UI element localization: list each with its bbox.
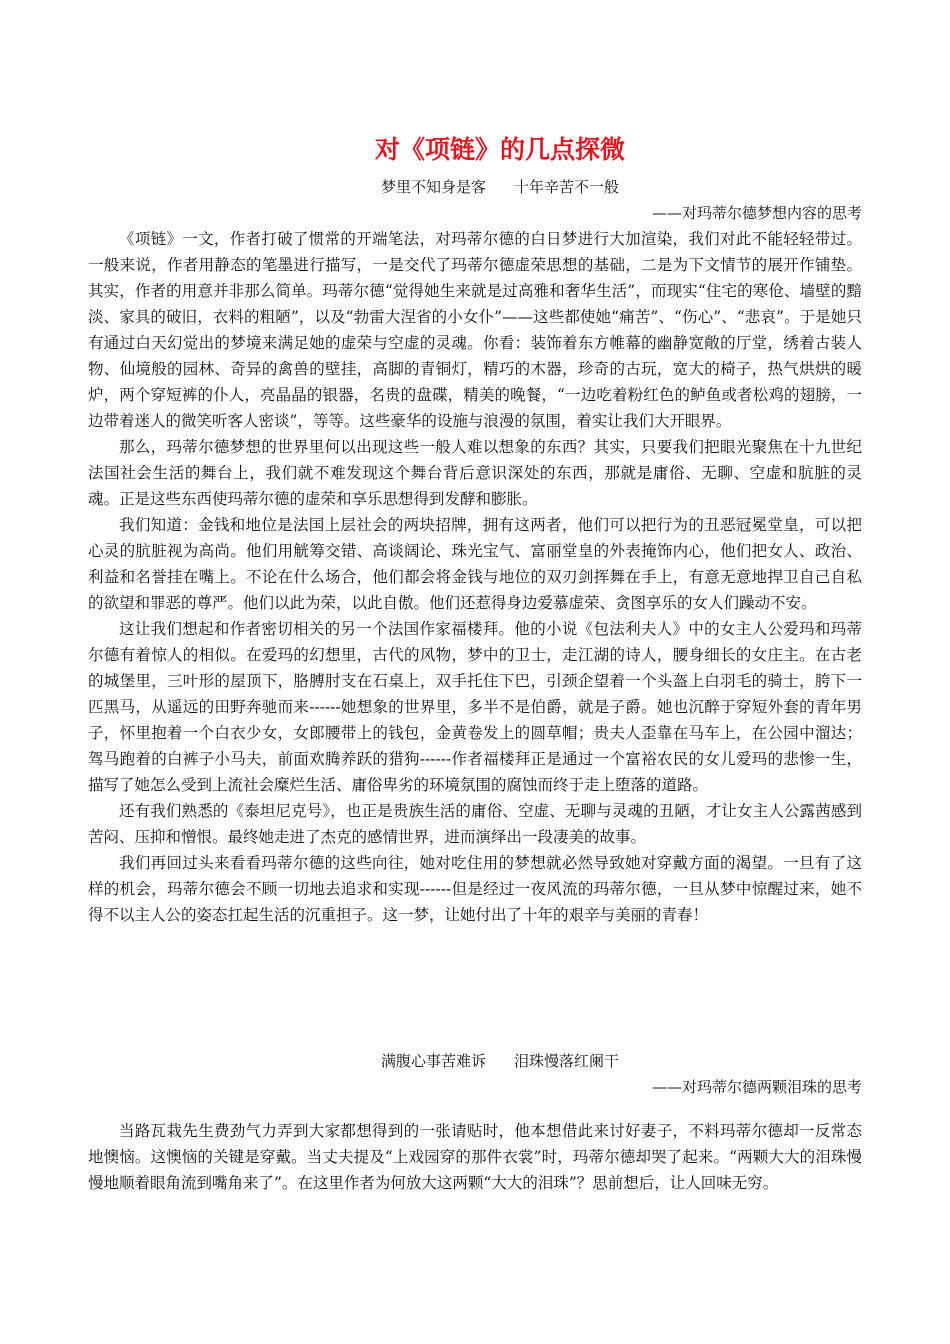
section1-body	[88, 226, 862, 928]
section2-heading-second: 泪珠慢落红阑干	[514, 1052, 620, 1070]
section1-paragraph-2: 那么，玛蒂尔德梦想的世界里何以出现这些一般人难以想象的东西？其实，只要我们把眼光聚焦在十九世纪法国社会生活的舞台上，我们就不难发现这个舞台背后意识深处的东西，那就是庸俗、无聊、空虚和肮脏的灵魂。正是这些东西使玛蒂尔德的虚荣和享乐思想得到发酵和膨胀。	[88, 438, 862, 508]
section1-paragraph-1: 《项链》一文，作者打破了惯常的开端笔法，对玛蒂尔德的白日梦进行大加渲染，我们对此不能轻轻带过。一般来说，作者用静态的笔墨进行描写，一是交代了玛蒂尔德虚荣思想的基础，二是为下文情节的展开作铺垫。其实，作者的用意并非那么简单。玛蒂尔德“觉得她生来就是过高雅和奢华生活”，而现实“住宅的寒伧、墙壁的黯淡、家具的破旧，衣料的粗陋”，以及“勃雷大涅省的小女仆”——这些都使她“痛苦”、“伤心”、“悲哀”。于是她只有通过白天幻觉出的梦境来满足她的虚荣与空虚的灵魂。你看：装饰着东方帷幕的幽静宽敞的厅堂，绣着古装人物、仙境般的园林、奇异的禽兽的壁挂，高脚的青铜灯，精巧的木器，珍奇的古玩，宽大的椅子，热气烘烘的暖炉，两个穿短裤的仆人，亮晶晶的银器，名贵的盘碟，精美的晚餐，“一边吃着粉红色的鲈鱼或者松鸡的翅膀，一边带着迷人的微笑听客人密谈”，等等。这些豪华的设施与浪漫的氛围，着实让我们大开眼界。	[88, 230, 862, 430]
article-title: 对《项链》的几点探微	[374, 135, 625, 164]
section1-paragraph-3: 我们知道：金钱和地位是法国上层社会的两块招牌，拥有这两者，他们可以把行为的丑恶冠冕堂皇，可以把心灵的肮脏视为高尚。他们用觥筹交错、高谈阔论、珠光宝气、富丽堂皇的外表掩饰内心，他们把女人、政治、利益和名誉挂在嘴上。不论在什么场合，他们都会将金钱与地位的双刃剑挥舞在手上，有意无意地捍卫自己自私的欲望和罪恶的尊严。他们以此为荣，以此自傲。他们还惹得身边爱慕虚荣、贪图享乐的女人们躁动不安。	[88, 516, 862, 612]
section2-byline: ——对玛蒂尔德两颗泪珠的思考	[651, 1078, 862, 1096]
section2-heading-first: 满腹心事苦难诉	[380, 1052, 486, 1070]
section1-heading-first: 梦里不知身是客	[380, 178, 486, 196]
section2-heading	[0, 1050, 950, 1071]
section2-paragraph-1: 当路瓦栽先生费劲气力弄到大家都想得到的一张请贴时，他本想借此来讨好妻子，不料玛蒂尔德却一反常态地懊恼。这懊恼的关键是穿戴。当丈夫提及“上戏园穿的那件衣裳”时，玛蒂尔德却哭了起来。“两颗大大的泪珠慢慢地顺着眼角流到嘴角来了”。在这里作者为何放大这两颗“大大的泪珠”？思前想后，让人回味无穷。	[88, 1122, 862, 1192]
section1-heading-second: 十年辛苦不一般	[514, 178, 620, 196]
section1-paragraph-4: 这让我们想起和作者密切相关的另一个法国作家福楼拜。他的小说《包法利夫人》中的女主人公爱玛和玛蒂尔德有着惊人的相似。在爱玛的幻想里，古代的风物，梦中的卫士，走江湖的诗人，腰身细长的女庄主。在古老的城堡里，三叶形的屋顶下，胳膊肘支在石桌上，双手托住下巴，引颈企望着一个头盔上白羽毛的骑士，胯下一匹黑马，从遥远的田野奔驰而来------她想象的世界里，多半不是伯爵，就是子爵。她也沉醉于穿短外套的青年男子，怀里抱着一个白衣少女，女郎腰带上的钱包，金黄卷发上的圆草帽；贵夫人歪靠在马车上，在公园中溜达；驾马跑着的白裤子小马夫，前面欢腾养跃的猎狗------作者福楼拜正是通过一个富裕农民的女儿爱玛的悲惨一生，描写了她怎么受到上流社会糜烂生活、庸俗卑劣的环境氛围的腐蚀而终于走上堕落的道路。	[88, 620, 862, 794]
section1-paragraph-6: 我们再回过头来看看玛蒂尔德的这些向往，她对吃住用的梦想就必然导致她对穿戴方面的渴望。一旦有了这样的机会，玛蒂尔德会不顾一切地去追求和实现------但是经过一夜风流的玛蒂尔德，一旦从梦中惊醒过来，她不得不以主人公的姿态扛起生活的沉重担子。这一梦，让她付出了十年的艰辛与美丽的青春！	[88, 854, 862, 924]
section2-body	[88, 1118, 862, 1196]
section1-byline: ——对玛蒂尔德梦想内容的思考	[651, 204, 862, 222]
section1-paragraph-5: 还有我们熟悉的《泰坦尼克号》，也正是贵族生活的庸俗、空虚、无聊与灵魂的丑陋，才让女主人公露茜感到苦闷、压抑和憎恨。最终她走进了杰克的感情世界，进而演绎出一段凄美的故事。	[88, 802, 862, 846]
section1-heading	[0, 176, 950, 197]
